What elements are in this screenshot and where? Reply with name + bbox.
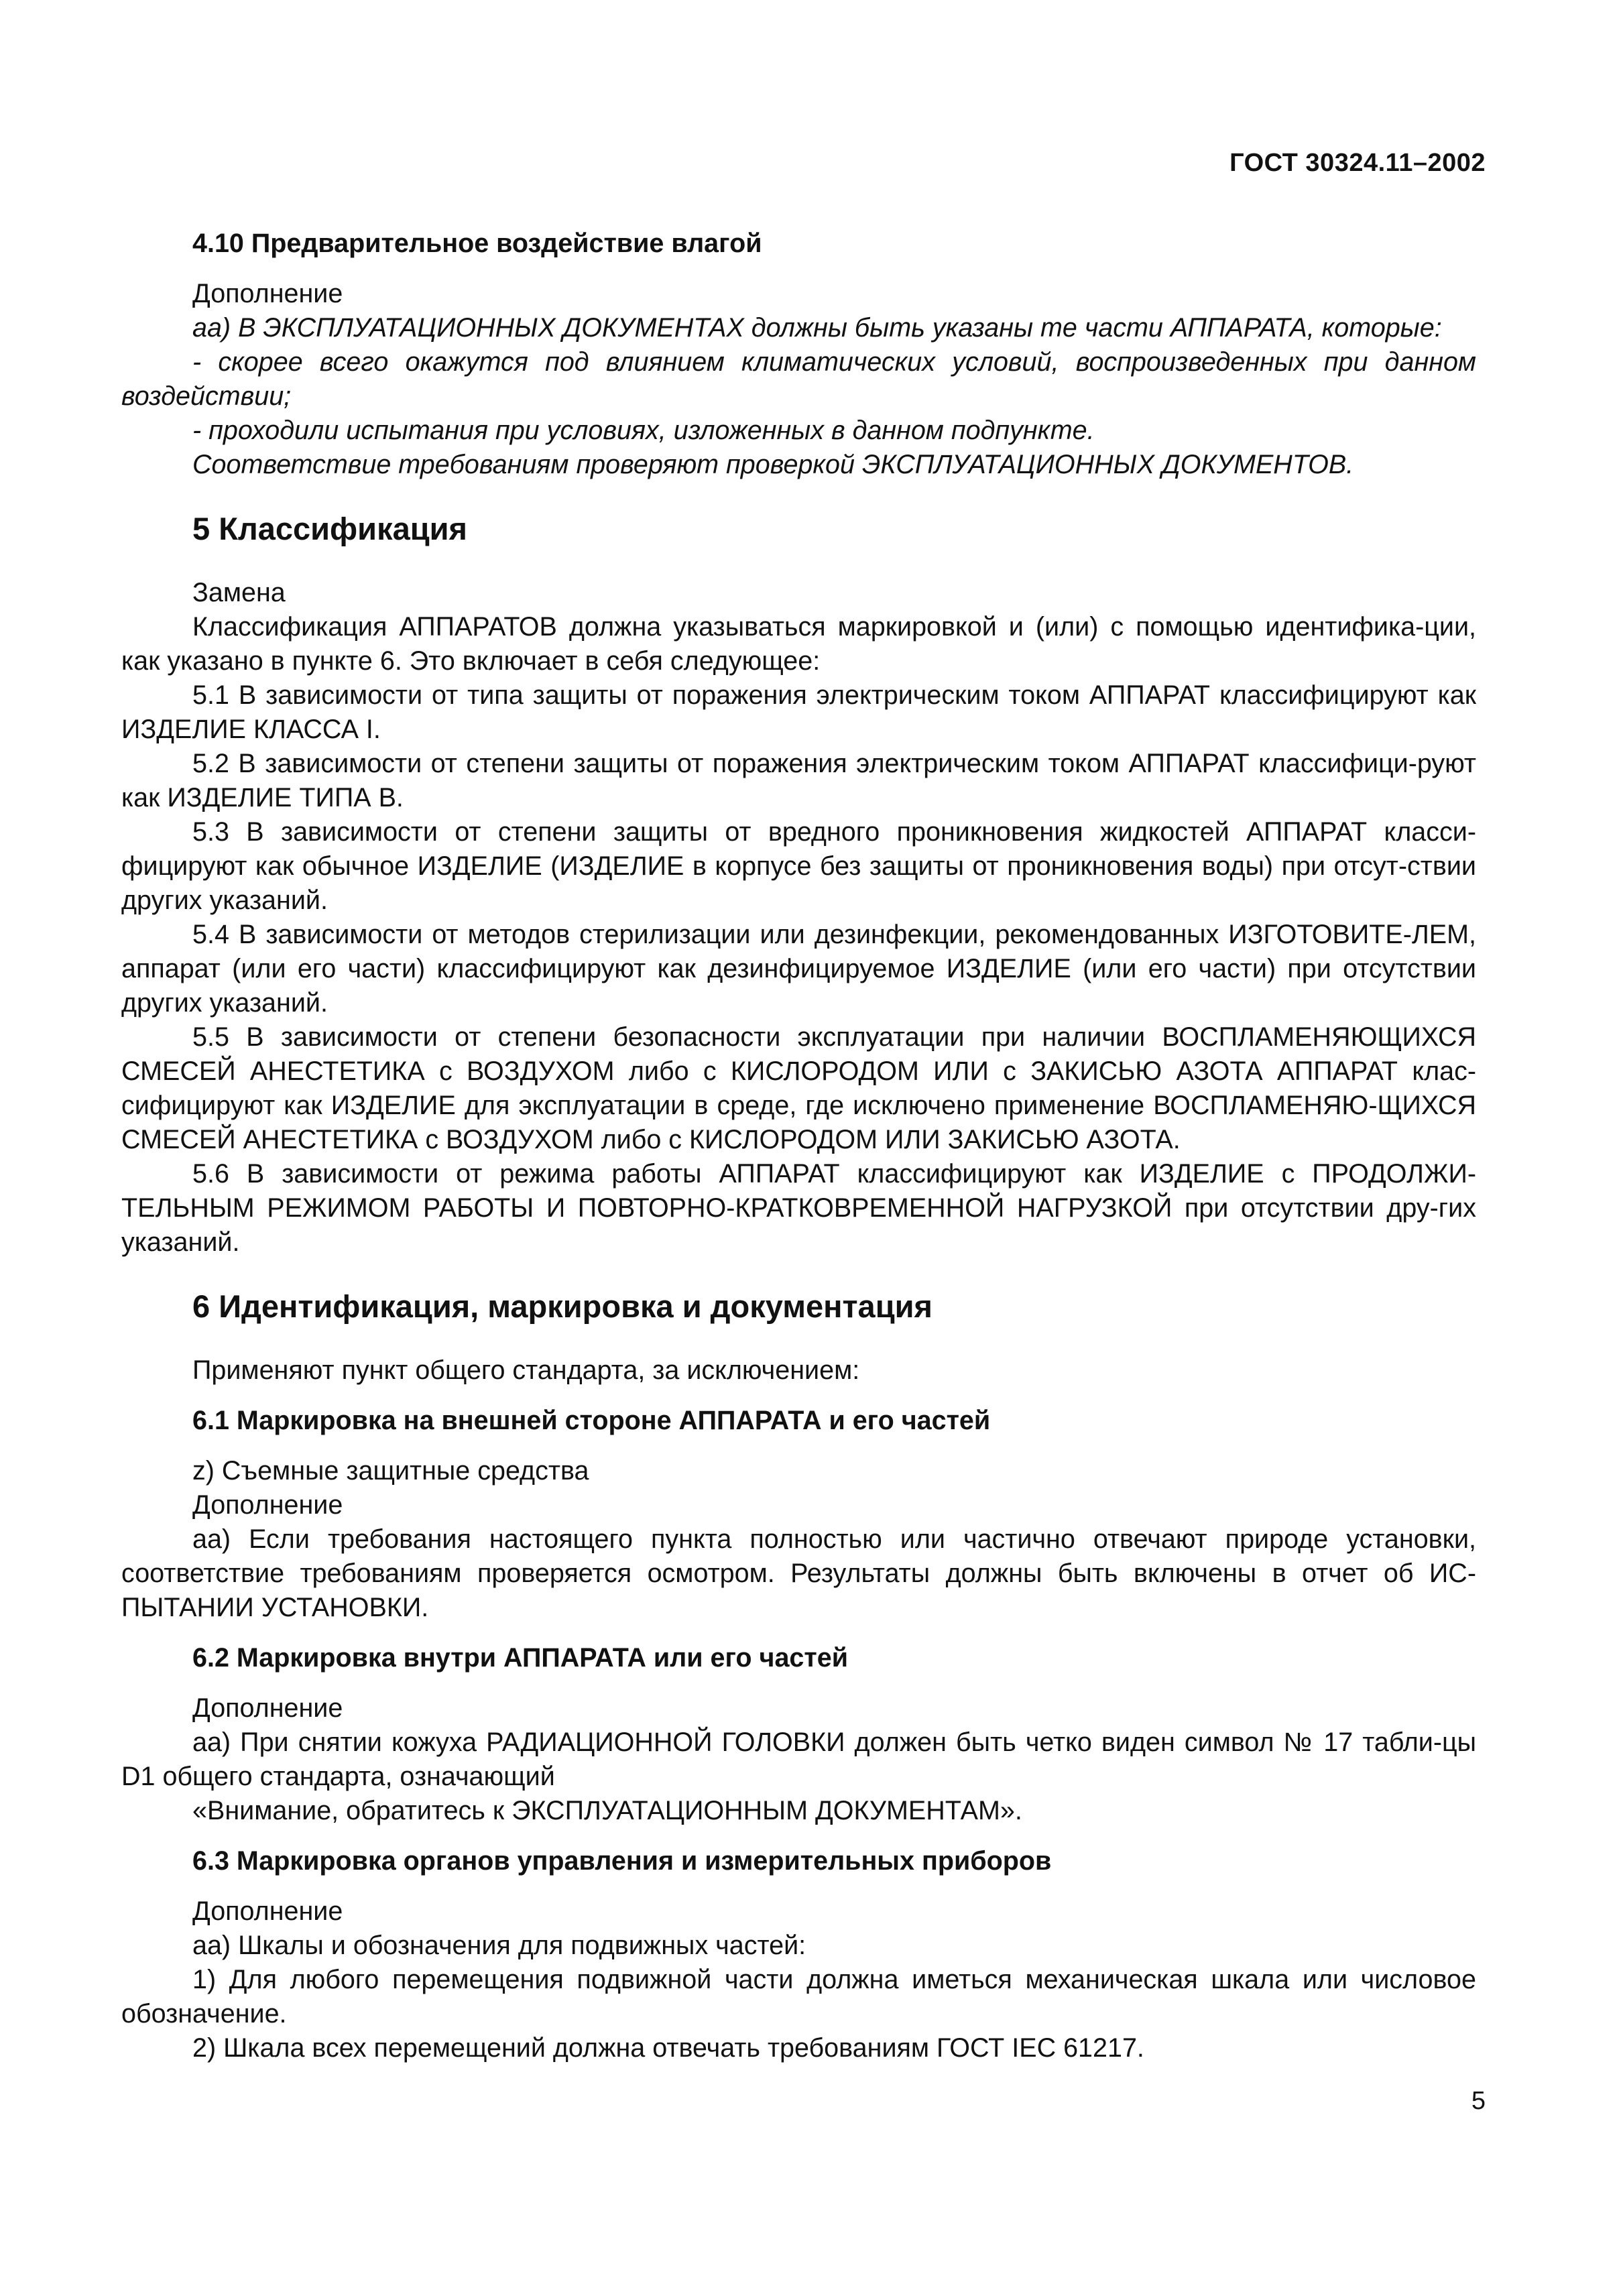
- para-6-3-aa: аа) Шкалы и обозначения для подвижных частей:: [192, 1931, 806, 1960]
- para-6-3-item1: 1) Для любого перемещения подвижной части должна иметься механическая шкала или числовое обозначение.: [121, 1965, 1476, 2029]
- para-6-2-quote: «Внимание, обратитесь к ЭКСПЛУАТАЦИОННЫМ ДОКУМЕНТАМ».: [192, 1796, 1022, 1825]
- para-6-1-z: z) Съемные защитные средства: [192, 1456, 589, 1486]
- label-supplement: Дополнение: [192, 279, 343, 308]
- para-5-2: 5.2 В зависимости от степени защиты от поражения электрическим током АППАРАТ классифици-руют как ИЗДЕЛИЕ ТИПА В.: [121, 749, 1476, 812]
- standard-id-header: ГОСТ 30324.11–2002: [1229, 149, 1486, 177]
- para-5-6: 5.6 В зависимости от режима работы АППАРАТ классифицируют как ИЗДЕЛИЕ с ПРОДОЛЖИ-ТЕЛЬНЫМ РЕЖИМОМ РАБОТЫ И ПОВТОРНО-КРАТКОВРЕМЕННОЙ НАГРУЗКОЙ при отсутствии дру-гих указаний.: [121, 1159, 1476, 1257]
- label-supplement-6-2: Дополнение: [192, 1693, 343, 1723]
- heading-6-2: 6.2 Маркировка внутри АППАРАТА или его частей: [192, 1643, 848, 1673]
- para-4-10-item2: - проходили испытания при условиях, изложенных в данном подпункте.: [192, 416, 1095, 445]
- label-supplement-6-1: Дополнение: [192, 1490, 343, 1520]
- heading-6-3: 6.3 Маркировка органов управления и измерительных приборов: [192, 1846, 1052, 1876]
- heading-6-identification: 6 Идентификация, маркировка и документация: [192, 1288, 933, 1324]
- para-4-10-aa: аа) В ЭКСПЛУАТАЦИОННЫХ ДОКУМЕНТАХ должны быть указаны те части АППАРАТА, которые:: [192, 313, 1442, 343]
- para-5-5: 5.5 В зависимости от степени безопасности эксплуатации при наличии ВОСПЛАМЕНЯЮЩИХСЯ СМЕСЕЙ АНЕСТЕТИКА с ВОЗДУХОМ либо с КИСЛОРОДОМ ИЛИ с ЗАКИСЬЮ АЗОТА АППАРАТ клас-сифицируют как ИЗДЕЛИЕ для эксплуатации в среде, где исключено применение ВОСПЛАМЕНЯЮ-ЩИХСЯ СМЕСЕЙ АНЕСТЕТИКА с ВОЗДУХОМ либо с КИСЛОРОДОМ ИЛИ ЗАКИСЬЮ АЗОТА.: [121, 1022, 1476, 1154]
- para-5-intro: Классификация АППАРАТОВ должна указываться маркировкой и (или) с помощью идентифика-ции, как указано в пункте 6. Это включает в себя следующее:: [121, 612, 1476, 676]
- document-body: [121, 227, 1476, 2065]
- para-6-2-aa: аа) При снятии кожуха РАДИАЦИОННОЙ ГОЛОВКИ должен быть четко виден символ № 17 табли-цы D1 общего стандарта, означающий: [121, 1728, 1476, 1791]
- page-number: 5: [1471, 2087, 1486, 2115]
- heading-6-1: 6.1 Маркировка на внешней стороне АППАРАТА и его частей: [192, 1406, 991, 1435]
- heading-4-10: 4.10 Предварительное воздействие влагой: [192, 229, 762, 258]
- para-4-10-item1: - скорее всего окажутся под влиянием климатических условий, воспроизведенных при данном воздействии;: [121, 347, 1476, 411]
- para-5-1: 5.1 В зависимости от типа защиты от поражения электрическим током АППАРАТ классифицируют как ИЗДЕЛИЕ КЛАССА I.: [121, 680, 1476, 744]
- label-replacement: Замена: [192, 578, 286, 607]
- label-supplement-6-3: Дополнение: [192, 1896, 343, 1926]
- para-4-10-compliance: Соответствие требованиям проверяют проверкой ЭКСПЛУАТАЦИОННЫХ ДОКУМЕНТОВ.: [192, 450, 1354, 479]
- para-6-intro: Применяют пункт общего стандарта, за исключением:: [192, 1355, 860, 1385]
- heading-5-classification: 5 Классификация: [192, 511, 467, 546]
- para-5-3: 5.3 В зависимости от степени защиты от вредного проникновения жидкостей АППАРАТ класси-фицируют как обычное ИЗДЕЛИЕ (ИЗДЕЛИЕ в корпусе без защиты от проникновения воды) при отсут-ствии других указаний.: [121, 817, 1476, 915]
- para-6-3-item2: 2) Шкала всех перемещений должна отвечать требованиям ГОСТ IEC 61217.: [192, 2033, 1144, 2063]
- para-5-4: 5.4 В зависимости от методов стерилизации или дезинфекции, рекомендованных ИЗГОТОВИТЕ-ЛЕМ, аппарат (или его части) классифицируют как дезинфицируемое ИЗДЕЛИЕ (или его части) при отсутствии других указаний.: [121, 920, 1476, 1018]
- para-6-1-aa: аа) Если требования настоящего пункта полностью или частично отвечают природе установки, соответствие требованиям проверяется осмотром. Результаты должны быть включены в отчет об ИС-ПЫТАНИИ УСТАНОВКИ.: [121, 1524, 1476, 1622]
